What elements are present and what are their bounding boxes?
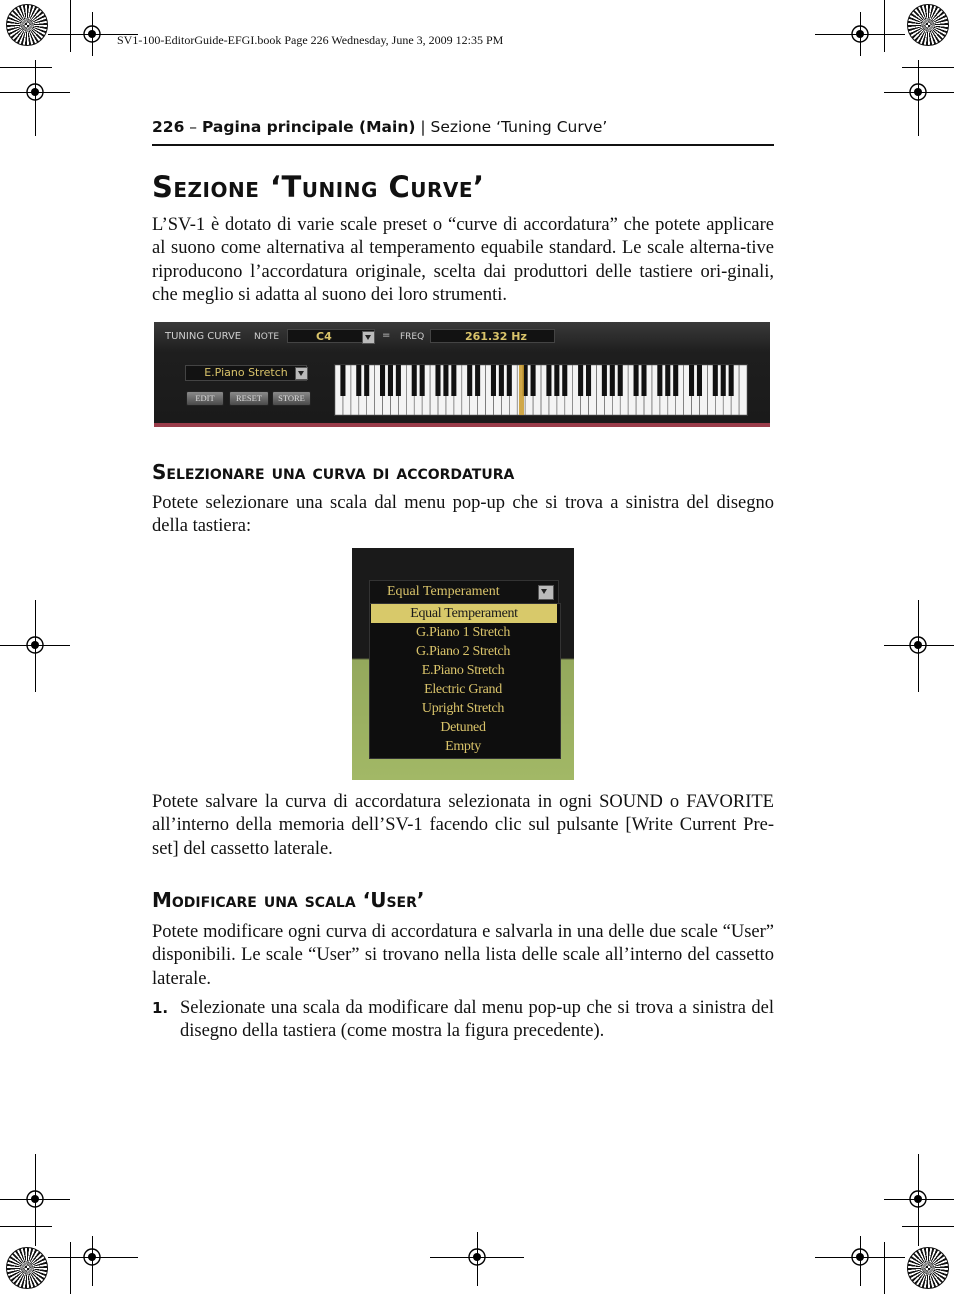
black-key[interactable] bbox=[475, 365, 480, 396]
edit-button[interactable]: EDIT bbox=[186, 391, 224, 406]
black-key[interactable] bbox=[634, 365, 639, 396]
black-key[interactable] bbox=[340, 365, 345, 396]
black-key[interactable] bbox=[665, 365, 670, 396]
black-key[interactable] bbox=[562, 365, 567, 396]
panel-label: TUNING CURVE bbox=[165, 331, 242, 342]
step-number: 1. bbox=[152, 999, 169, 1017]
black-key[interactable] bbox=[467, 365, 472, 396]
color-rosette-icon bbox=[907, 1247, 949, 1289]
registration-mark-icon bbox=[907, 1188, 929, 1210]
keyboard-graphic[interactable] bbox=[334, 364, 748, 416]
registration-mark-icon bbox=[81, 23, 103, 45]
section1-heading: Selezionare una curva di accordatura bbox=[152, 460, 515, 484]
black-key[interactable] bbox=[602, 365, 607, 396]
color-rosette-icon bbox=[907, 4, 949, 46]
steps-list bbox=[152, 997, 774, 1044]
black-key[interactable] bbox=[689, 365, 694, 396]
registration-mark-icon bbox=[24, 634, 46, 656]
black-key[interactable] bbox=[435, 365, 440, 396]
preset-value: E.Piano Stretch bbox=[204, 366, 288, 379]
freq-value: 261.32 Hz bbox=[465, 330, 527, 343]
reset-button[interactable]: RESET bbox=[229, 391, 269, 406]
scale-dropdown-arrow-icon[interactable] bbox=[538, 585, 554, 600]
menu-item-empty[interactable]: Empty bbox=[445, 739, 481, 754]
menu-item-gpiano2-stretch[interactable]: G.Piano 2 Stretch bbox=[415, 644, 511, 659]
black-key[interactable] bbox=[713, 365, 718, 396]
black-key[interactable] bbox=[673, 365, 678, 396]
black-key[interactable] bbox=[499, 365, 504, 396]
black-key[interactable] bbox=[388, 365, 393, 396]
list-item bbox=[152, 997, 774, 1044]
page-title: Sezione ‘Tuning Curve’ bbox=[152, 170, 485, 204]
black-key[interactable] bbox=[356, 365, 361, 396]
scale-select[interactable] bbox=[369, 580, 559, 604]
color-rosette-icon bbox=[6, 4, 48, 46]
menu-item-upright-stretch[interactable]: Upright Stretch bbox=[421, 701, 505, 716]
note-label: NOTE bbox=[254, 332, 280, 342]
black-key[interactable] bbox=[578, 365, 583, 396]
registration-mark-icon bbox=[81, 1246, 103, 1268]
preset-dropdown-arrow-icon[interactable] bbox=[295, 367, 308, 380]
black-key[interactable] bbox=[364, 365, 369, 396]
scale-select-value: Equal Temperament bbox=[387, 584, 500, 599]
registration-mark-icon bbox=[466, 1246, 488, 1268]
running-header bbox=[152, 118, 774, 146]
black-key[interactable] bbox=[729, 365, 734, 396]
black-key[interactable] bbox=[420, 365, 425, 396]
black-key[interactable] bbox=[657, 365, 662, 396]
store-button[interactable]: STORE bbox=[272, 391, 311, 406]
black-key[interactable] bbox=[396, 365, 401, 396]
registration-mark-icon bbox=[24, 81, 46, 103]
note-dropdown-arrow-icon[interactable] bbox=[362, 331, 375, 344]
registration-mark-icon bbox=[849, 1246, 871, 1268]
black-key[interactable] bbox=[546, 365, 551, 396]
black-key[interactable] bbox=[412, 365, 417, 396]
registration-mark-icon bbox=[849, 23, 871, 45]
header-separator: – bbox=[184, 118, 202, 136]
menu-item-equal-temperament[interactable]: Equal Temperament bbox=[371, 604, 557, 623]
header-divider: | bbox=[415, 118, 431, 136]
menu-item-electric-grand[interactable]: Electric Grand bbox=[424, 682, 502, 697]
save-paragraph: Potete salvare la curva di accordatura selezionata in ogni SOUND o FAVORITE all’interno della memoria dell’SV-1 facendo clic sul pulsante [Write Current Pre-set] del cassetto laterale. bbox=[152, 792, 774, 859]
section2-paragraph: Potete modificare ogni curva di accordatura e salvarla in una delle due scale “User” disponibili. Le scale “User” si trovano nella lista delle scale all’interno del cassetto laterale. bbox=[152, 922, 774, 989]
black-key[interactable] bbox=[380, 365, 385, 396]
intro-paragraph: L’SV-1 è dotato di varie scale preset o “curve di accordatura” che potete applicare al suono come alternativa al temperamento equabile standard. Le scale alterna-tive riproducono l’accordatura originale, scelta dai produttori delle tastiere ori-ginali, che meglio si adatta al suono dei loro strumenti. bbox=[152, 215, 774, 305]
equals-sign: = bbox=[382, 330, 391, 341]
freq-label: FREQ bbox=[400, 332, 425, 342]
menu-item-epiano-stretch[interactable]: E.Piano Stretch bbox=[421, 663, 505, 678]
black-key[interactable] bbox=[618, 365, 623, 396]
registration-mark-icon bbox=[24, 1188, 46, 1210]
step-text: Selezionate una scala da modificare dal menu pop-up che si trova a sinistra del disegno della tastiera (come mostra la figura precedente). bbox=[180, 998, 774, 1042]
black-key[interactable] bbox=[610, 365, 615, 396]
black-key[interactable] bbox=[443, 365, 448, 396]
registration-mark-icon bbox=[907, 81, 929, 103]
section-title: Sezione ‘Tuning Curve’ bbox=[430, 118, 608, 136]
color-rosette-icon bbox=[6, 1247, 48, 1289]
section2-heading: Modificare una scala ‘User’ bbox=[152, 888, 425, 912]
registration-mark-icon bbox=[907, 634, 929, 656]
black-key[interactable] bbox=[451, 365, 456, 396]
black-key[interactable] bbox=[697, 365, 702, 396]
black-key[interactable] bbox=[554, 365, 559, 396]
preset-select[interactable] bbox=[185, 365, 307, 381]
black-key[interactable] bbox=[586, 365, 591, 396]
black-key[interactable] bbox=[641, 365, 646, 396]
black-key[interactable] bbox=[721, 365, 726, 396]
black-key[interactable] bbox=[491, 365, 496, 396]
menu-item-detuned[interactable]: Detuned bbox=[440, 720, 486, 735]
black-key[interactable] bbox=[531, 365, 536, 396]
black-key[interactable] bbox=[507, 365, 512, 396]
section1-paragraph: Potete selezionare una scala dal menu pop-up che si trova a sinistra del disegno della tastiera: bbox=[152, 493, 774, 537]
freq-field bbox=[430, 329, 555, 343]
page-number: 226 bbox=[152, 118, 185, 136]
chapter-title: Pagina principale (Main) bbox=[201, 118, 416, 136]
print-slug: SV1-100-EditorGuide-EFGI.book Page 226 Wednesday, June 3, 2009 12:35 PM bbox=[117, 33, 504, 47]
note-value: C4 bbox=[316, 330, 332, 343]
menu-item-gpiano1-stretch[interactable]: G.Piano 1 Stretch bbox=[415, 625, 511, 640]
